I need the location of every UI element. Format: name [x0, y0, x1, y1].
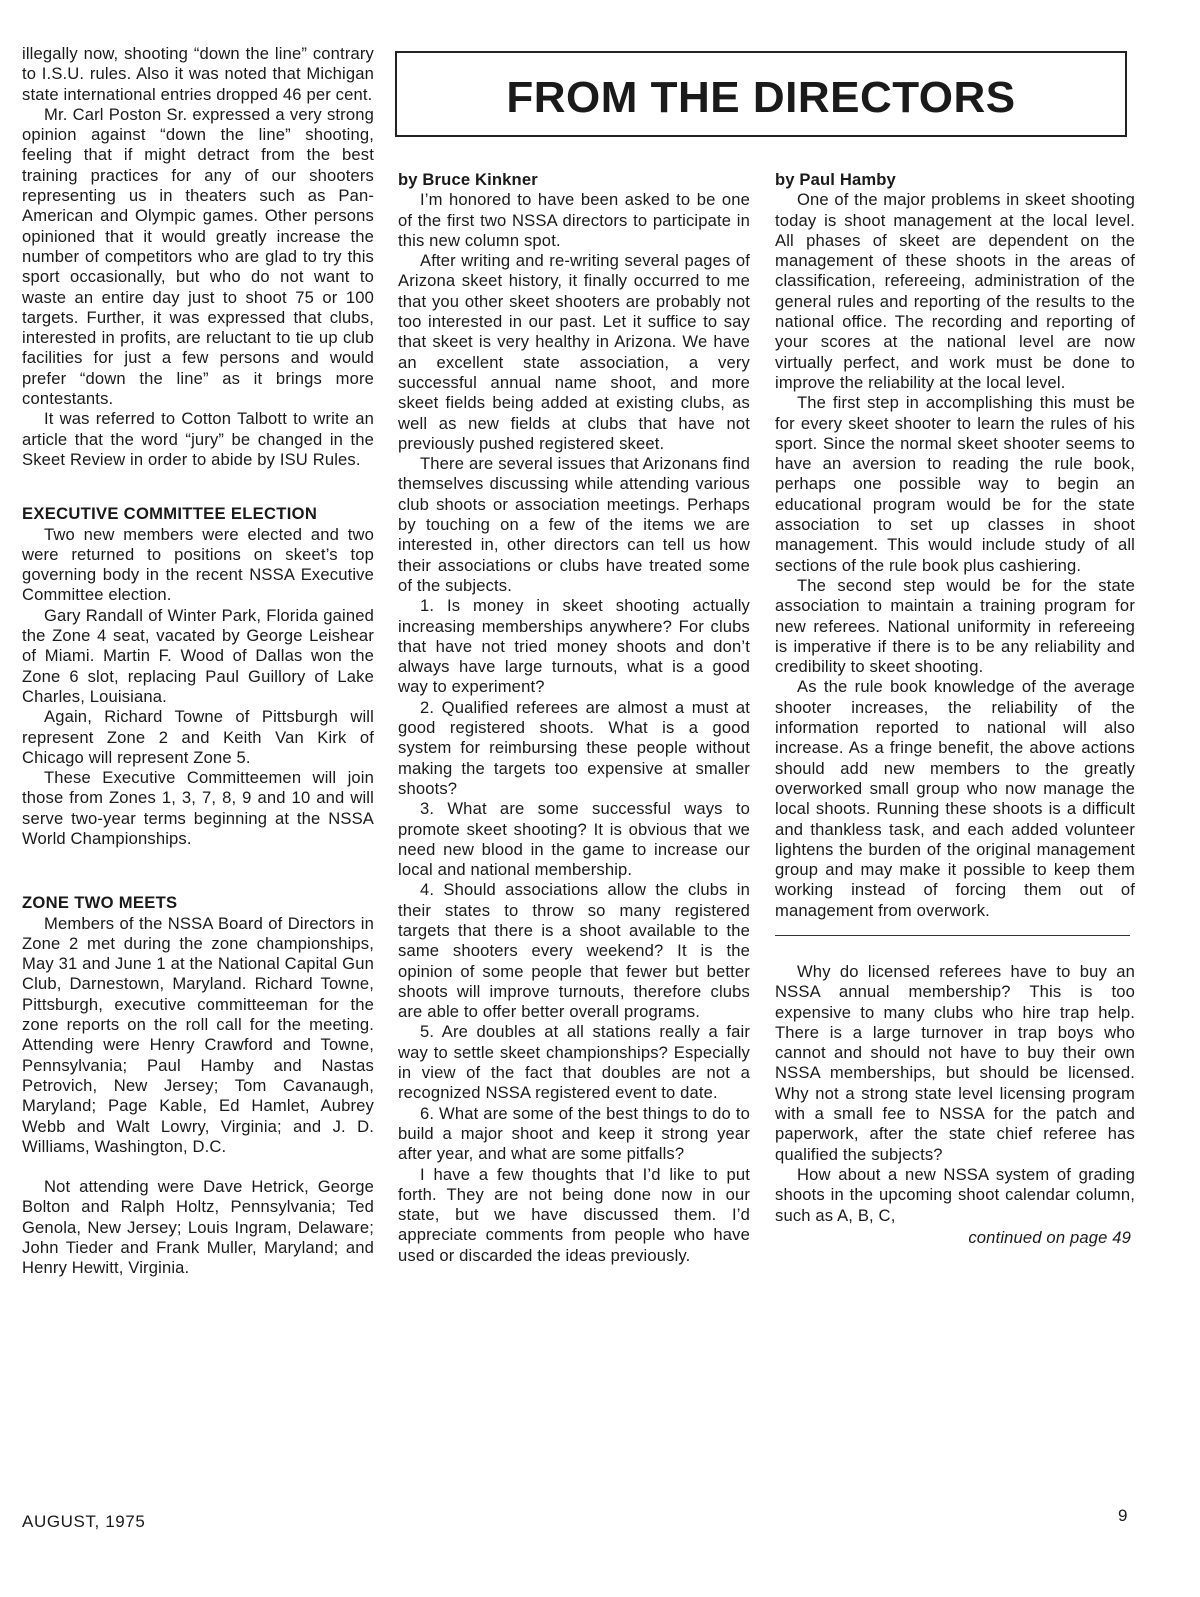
list-item: 5. Are doubles at all stations really a fair way to settle skeet championships? Especially in view of the fact that doubles are not a recognized NSSA registered event to date.: [398, 1022, 750, 1103]
section-heading-election: EXECUTIVE COMMITTEE ELECTION: [22, 504, 318, 524]
paragraph: Gary Randall of Winter Park, Florida gained the Zone 4 seat, vacated by George Leishear of Miami. Martin F. Wood of Dallas won the Zone 6 slot, replacing Paul Guillory of Lake Charles, Louisiana.: [22, 605, 374, 706]
paragraph: Two new members were elected and two were returned to positions on skeet’s top governing body in the recent NSSA Executive Committee election.: [22, 524, 374, 605]
page-number: 9: [1118, 1506, 1128, 1525]
divider: [775, 935, 1130, 936]
paragraph: Not attending were Dave Hetrick, George Bolton and Ralph Holtz, Pennsylvania; Ted Genola, New Jersey; Louis Ingram, Delaware; John Tieder and Frank Muller, Maryland; and Henry Hewitt, Virginia.: [22, 1177, 374, 1278]
byline-kinkner: by Bruce Kinkner: [398, 170, 538, 189]
list-item: 3. What are some successful ways to promote skeet shooting? It is obvious that we need new blood in the game to increase our local and national membership.: [398, 799, 750, 880]
paragraph: Why do licensed referees have to buy an NSSA annual membership? This is too expensive to many clubs who hire trap help. There is a large turnover in trap boys who cannot and should not have to buy their own NSSA memberships, but should be licensed. Why not a strong state level licensing program with a small fee to NSSA for the patch and paperwork, after the state chief referee has qualified the subjects?: [775, 961, 1135, 1164]
list-item: 6. What are some of the best things to do to build a major shoot and keep it strong year after year, and what are some pitfalls?: [398, 1103, 750, 1164]
banner-title: FROM THE DIRECTORS: [506, 73, 1016, 122]
continued-note: continued on page 49: [968, 1227, 1131, 1247]
paragraph: There are several issues that Arizonans find themselves discussing while attending various club shoots or association meetings. Perhaps by touching on a few of the items we are interested in, other directors can tell us how their associations or clubs have treated some of the subjects.: [398, 454, 750, 595]
paragraph: As the rule book knowledge of the average shooter increases, the reliability of the information reported to national will also increase. As a fringe benefit, the above actions should add new members to the greatly overworked small group who now manage the local shoots. Running these shoots is a difficult and thankless task, and each added volunteer lightens the burden of the original management group and may make it possible to keep them working instead of forcing them out of management from overwork.: [775, 677, 1135, 920]
footer-date: AUGUST, 1975: [22, 1512, 146, 1531]
paragraph: Mr. Carl Poston Sr. expressed a very strong opinion against “down the line” shooting, feeling that if might detract from the best training practices for any of our shooters representing us in theaters such as Pan-American and Olympic games. Other persons opinioned that it would greatly increase the number of competitors who are glad to try this sport occasionally, but who do not want to waste an entire day just to shoot 75 or 100 targets. Further, it was expressed that clubs, interested in profits, are reluctant to tie up club facilities for just a few persons and would prefer “down the line” as it brings more contestants.: [22, 104, 374, 409]
paragraph: How about a new NSSA system of grading shoots in the upcoming shoot calendar column, such as A, B, C,: [775, 1164, 1135, 1225]
column-middle: [398, 170, 750, 1266]
paragraph: illegally now, shooting “down the line” contrary to I.S.U. rules. Also it was noted that Michigan state international entries dropped 46 per cent.: [22, 44, 374, 104]
paragraph: The second step would be for the state association to maintain a training program for new referees. National uniformity in refereeing is imperative if there is to be any reliability and credibility to skeet shooting.: [775, 575, 1135, 677]
column-right: [775, 170, 1135, 1248]
section-banner: [395, 51, 1127, 137]
list-item: 4. Should associations allow the clubs in their states to throw so many registered targets that there is a shoot available to the same shooters every weekend? It is the opinion of some people that fewer but better shoots will improve turnouts, therefore clubs are able to offer better overall programs.: [398, 880, 750, 1022]
list-item: 2. Qualified referees are almost a must at good registered shoots. What is a good system for reimbursing these people without making the targets too expensive at smaller shoots?: [398, 697, 750, 798]
column-left: [22, 44, 374, 1279]
paragraph: It was referred to Cotton Talbott to write an article that the word “jury” be changed in the Skeet Review in order to abide by ISU Rules.: [22, 409, 374, 469]
paragraph: I have a few thoughts that I’d like to put forth. They are not being done now in our state, but we have discussed them. I’d appreciate comments from people who have used or discarded the ideas previously.: [398, 1164, 750, 1265]
paragraph: I’m honored to have been asked to be one of the first two NSSA directors to participate in this new column spot.: [398, 190, 750, 250]
paragraph: After writing and re-writing several pages of Arizona skeet history, it finally occurred to me that you other skeet shooters are probably not too interested in our past. Let it suffice to say that skeet is very healthy in Arizona. We have an excellent state association, a very successful annual name shoot, and more skeet fields being added at existing clubs, as well as new fields at clubs that have not previously pushed registered skeet.: [398, 251, 750, 453]
paragraph: The first step in accomplishing this must be for every skeet shooter to learn the rules of his sport. Since the normal skeet shooter seems to have an aversion to reading the rule book, perhaps one possible way to begin an educational program would be for the state association to set up classes in shoot management. This would include study of all sections of the rule book plus cashiering.: [775, 393, 1135, 575]
list-item: 1. Is money in skeet shooting actually increasing memberships anywhere? For clubs that have not tried money shoots and don’t always have large turnouts, what is a good way to experiment?: [398, 596, 750, 697]
section-heading-zone-two: ZONE TWO MEETS: [22, 893, 178, 913]
paragraph: One of the major problems in skeet shooting today is shoot management at the local level. All phases of skeet are dependent on the management of these shoots in the areas of classification, refereeing, administration of the general rules and reporting of the results to the national office. The recording and reporting of your scores at the national level are now virtually perfect, and work must be done to improve the reliability at the local level.: [775, 190, 1135, 392]
paragraph: These Executive Committeemen will join those from Zones 1, 3, 7, 8, 9 and 10 and will serve two-year terms beginning at the NSSA World Championships.: [22, 768, 374, 848]
byline-hamby: by Paul Hamby: [775, 170, 896, 189]
paragraph: Members of the NSSA Board of Directors in Zone 2 met during the zone championships, May 31 and June 1 at the National Capital Gun Club, Darnestown, Maryland. Richard Towne, Pittsburgh, executive committeeman for the zone reports on the roll call for the meeting. Attending were Henry Crawford and Towne, Pennsylvania; Paul Hamby and Nastas Petrovich, New Jersey; Tom Cavanaugh, Maryland; Page Kable, Ed Hamlet, Aubrey Webb and Walt Lowry, Virginia; and J. D. Williams, Washington, D.C.: [22, 913, 374, 1156]
paragraph: Again, Richard Towne of Pittsburgh will represent Zone 2 and Keith Van Kirk of Chicago will represent Zone 5.: [22, 707, 374, 767]
